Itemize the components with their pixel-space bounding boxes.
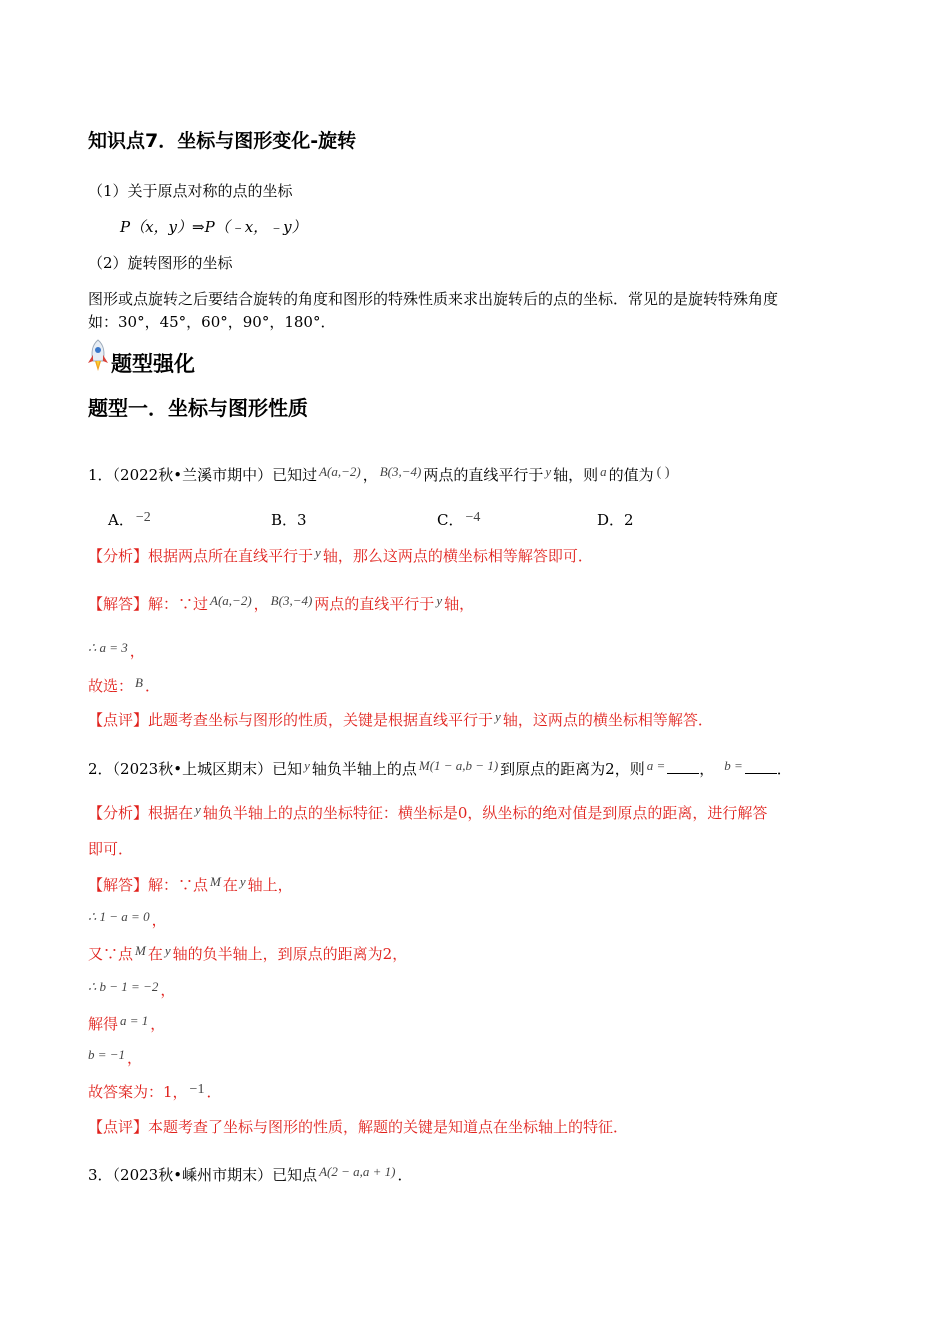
math-a-eq: a = <box>646 758 666 773</box>
question-text: 两点的直线平行于 <box>423 466 544 484</box>
option-a: A． −2 <box>108 510 151 529</box>
math-step: ∴ b − 1 = −2 <box>88 979 159 994</box>
question-text: 轴，则 <box>553 466 599 484</box>
point-symmetry-title: （1）关于原点对称的点的坐标 <box>88 182 293 200</box>
math-point-a: A(a,−2) <box>319 464 361 479</box>
option-d: D．2 <box>597 511 634 529</box>
math-point-b: B(3,−4) <box>379 464 422 479</box>
q1-analysis: 【分析】根据两点所在直线平行于 y 轴，那么这两点的横坐标相等解答即可． <box>88 545 593 565</box>
question-2: 2．（2023秋•上城区期末）已知 y 轴负半轴上的点 M(1 − a,b − 1) 到原点的距离为2，则 a = ， b = ． <box>88 758 792 778</box>
math-y: y <box>495 709 501 724</box>
math-step: ∴ 1 − a = 0 <box>88 909 150 924</box>
math-point-a: A(2 − a,a + 1) <box>319 1164 396 1179</box>
question-source: （2023秋•嵊州市期末）已知点 <box>112 1166 318 1184</box>
math-a: a <box>600 464 607 479</box>
math-point-m: M(1 − a,b − 1) <box>418 758 499 773</box>
math-y: y <box>315 545 321 560</box>
analysis-tag: 【分析】 <box>88 804 149 822</box>
math-answer: −1 <box>189 1082 205 1097</box>
q1-comment: 【点评】此题考查坐标与图形的性质，关键是根据直线平行于 y 轴，这两点的横坐标相等解答． <box>88 709 713 729</box>
math-step: a = 1 <box>120 1013 149 1028</box>
point-symmetry-formula: P（x，y）⇒P（﹣x，﹣y） <box>120 218 307 236</box>
option-b: B．3 <box>271 511 307 529</box>
math-choice: B <box>135 675 143 690</box>
option-c-value: −4 <box>465 510 481 525</box>
q2-analysis-line1: 【分析】根据在 y 轴负半轴上的点的坐标特征：横坐标是0，纵坐标的绝对值是到原点的距离，进行解答 <box>88 802 768 822</box>
math-y: y <box>436 593 443 608</box>
q1-choice: 故选： B ． <box>88 675 160 695</box>
math-y: y <box>545 464 552 479</box>
answer-blank-a[interactable] <box>667 759 699 774</box>
q2-step-2: ∴ b − 1 = −2 ， <box>88 979 176 999</box>
q2-answer: 故答案为：1， −1 ． <box>88 1082 222 1101</box>
question-number: 1． <box>88 466 113 484</box>
question-source: （2023秋•上城区期末）已知 <box>112 760 303 778</box>
solution-tag: 【解答】 <box>88 595 149 613</box>
q2-solve: 解得 a = 1 ， <box>88 1013 166 1033</box>
math-y: y <box>195 802 201 817</box>
math-y: y <box>239 874 246 889</box>
math-point-b: B(3,−4) <box>270 593 313 608</box>
q2-solution: 【解答】解：∵点 M 在 y 轴上， <box>88 874 293 894</box>
q2-comment: 【点评】本题考查了坐标与图形的性质，解题的关键是知道点在坐标轴上的特征． <box>88 1118 629 1136</box>
answer-blank-b[interactable] <box>745 759 777 774</box>
q1-step-1: ∴ a = 3 ， <box>88 640 145 660</box>
q2-analysis-line2: 即可． <box>88 840 134 858</box>
analysis-tag: 【分析】 <box>88 547 149 565</box>
rotation-text-line1: 图形或点旋转之后要结合旋转的角度和图形的特殊性质来求出旋转后的点的坐标．常见的是旋转特殊角度 <box>88 290 779 308</box>
rotation-text-line2: 如：30°，45°，60°，90°，180°． <box>88 313 336 331</box>
option-c: C． −4 <box>437 510 481 529</box>
comment-tag: 【点评】 <box>88 711 149 729</box>
math-b-eq: b = <box>724 758 743 773</box>
comment-tag: 【点评】 <box>88 1118 149 1136</box>
rocket-icon <box>86 339 110 373</box>
math-m: M <box>210 874 221 889</box>
question-3: 3．（2023秋•嵊州市期末）已知点 A(2 − a,a + 1) ． <box>88 1164 413 1184</box>
q2-step-1: ∴ 1 − a = 0 ， <box>88 909 167 929</box>
solution-tag: 【解答】 <box>88 876 149 894</box>
math-m: M <box>135 943 146 958</box>
punctuation: ， <box>362 466 378 484</box>
question-number: 3． <box>88 1166 113 1184</box>
math-step: ∴ a = 3 <box>88 640 128 655</box>
q2-step-4: b = −1 ， <box>88 1047 143 1067</box>
section-heading: 知识点7．坐标与图形变化-旋转 <box>88 130 357 152</box>
question-text: 的值为 <box>608 466 654 484</box>
rotation-title: （2）旋转图形的坐标 <box>88 254 233 272</box>
practice-subtitle: 题型一．坐标与图形性质 <box>88 396 308 420</box>
option-a-value: −2 <box>135 510 151 525</box>
answer-paren: ( ) <box>656 465 670 480</box>
question-source: （2022秋•兰溪市期中）已知过 <box>112 466 318 484</box>
question-number: 2． <box>88 760 113 778</box>
q2-also: 又∵点 M 在 y 轴的负半轴上，到原点的距离为2， <box>88 943 408 963</box>
math-step: b = −1 <box>88 1047 126 1062</box>
practice-title: 题型强化 <box>111 352 195 376</box>
q1-solution: 【解答】解：∵过 A(a,−2) ， B(3,−4) 两点的直线平行于 y 轴， <box>88 593 475 613</box>
math-y: y <box>304 758 310 773</box>
question-1 <box>88 465 672 487</box>
math-point-a: A(a,−2) <box>210 593 252 608</box>
math-y: y <box>164 943 171 958</box>
